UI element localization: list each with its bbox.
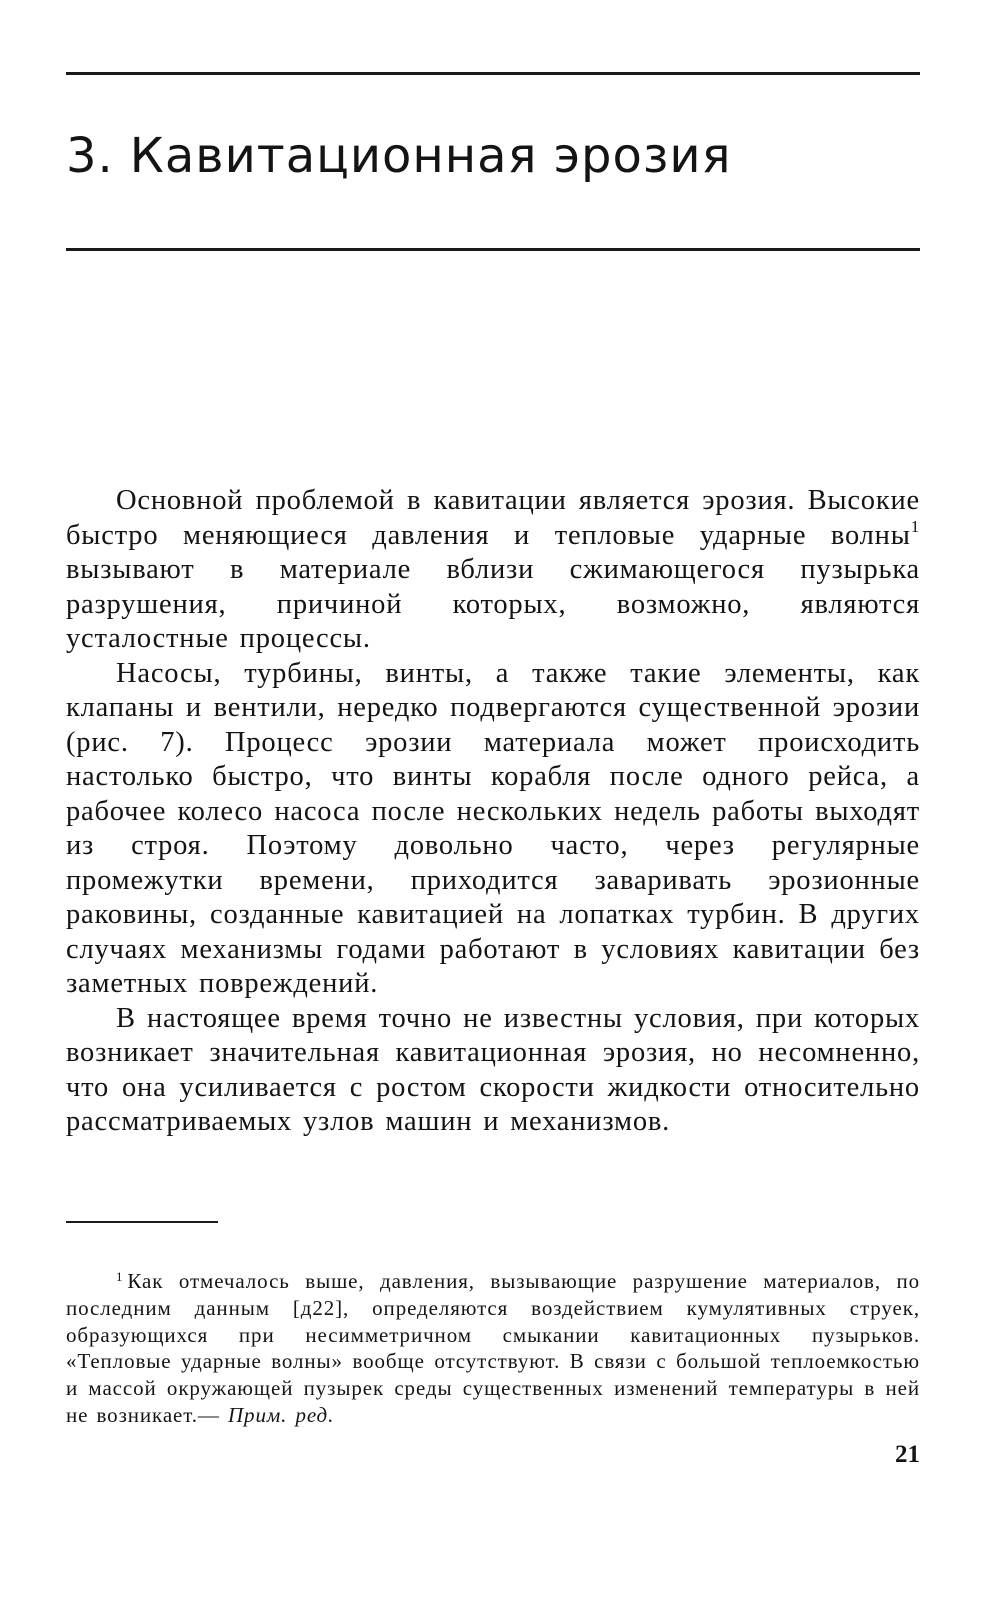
chapter-title-text: Кавитационная эрозия [129,128,732,184]
chapter-title [66,126,731,186]
chapter-number: 3. [66,128,114,184]
top-rule [66,72,920,75]
paragraph-1 [66,484,920,657]
editor-note: Прим. ред. [227,1402,335,1427]
paragraph-3: В настоящее время точно не известны условия, при которых возникает значительная кавитационная эрозия, но несомненно, что она усиливается с ростом скорости жидкости относительно рассматриваемых узлов машин и механизмов. [66,1002,920,1137]
footnote-separator [66,1221,218,1223]
paragraph-2: Насосы, турбины, винты, а также такие элементы, как клапаны и вентили, нередко подвергаются существенной эрозии (рис. 7). Процесс эрозии материала может происходить настолько быстро, что винты корабля после одного рейса, а рабочее колесо насоса после нескольких недель работы выходят из строя. Поэтому довольно часто, через регулярные промежутки времени, приходится заваривать эрозионные раковины, созданные кавитацией на лопатках турбин. В других случаях механизмы годами работают в условиях кавитации без заметных повреждений. [66,657,920,999]
footnote [66,1264,920,1429]
bottom-rule [66,248,920,251]
footnote-reference: 1 [910,516,920,536]
paragraph-1-text-a: Основной проблемой в кавитации является эрозия. Высокие быстро меняющиеся давления и тепловые ударные волны [66,485,920,551]
paragraph-1-text-b: вызывают в материале вблизи сжимающегося пузырька разрушения, причиной которых, возможно, являются усталостные процессы. [66,554,920,654]
page-number: 21 [895,1441,920,1468]
footnote-text: Как отмечалось выше, давления, вызывающие разрушение материалов, по последним данным [д22], определяются воздействием кумулятивных струек, образующихся при несимметричном смыкании кавитационных пузырьков. «Тепловые ударные волны» вообще отсутствуют. В связи с большой теплоемкостью и массой окружающей пузырек среды существенных изменений температуры в ней не возникает.— [66,1269,920,1427]
body-text [66,484,920,1140]
footnote-marker: 1 [116,1269,124,1284]
